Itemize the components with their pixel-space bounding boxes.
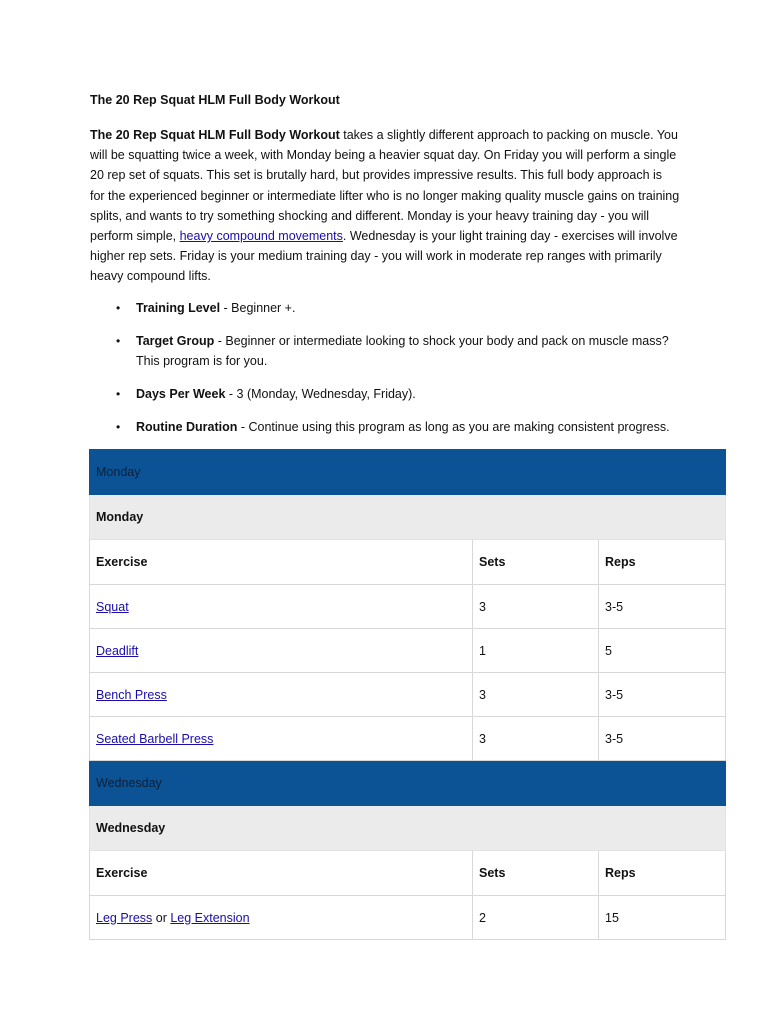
sets-column-header: Sets	[473, 540, 599, 585]
table-row	[90, 629, 726, 673]
detail-label: Training Level	[136, 301, 221, 315]
monday-subheader: Monday	[90, 495, 726, 540]
monday-header-row	[90, 450, 726, 495]
list-item	[90, 298, 690, 318]
bullet-icon: •	[116, 387, 121, 401]
wednesday-header-row	[90, 761, 726, 806]
exercise-link-deadlift[interactable]: Deadlift	[96, 643, 139, 658]
monday-column-header-row	[90, 540, 726, 585]
reps-cell: 3-5	[599, 717, 726, 761]
workout-table	[89, 449, 726, 940]
table-row	[90, 585, 726, 629]
exercise-cell	[90, 717, 473, 761]
table-row	[90, 896, 726, 940]
monday-header: Monday	[90, 450, 726, 495]
wednesday-subheader-row	[90, 806, 726, 851]
reps-cell: 15	[599, 896, 726, 940]
bullet-icon: •	[116, 334, 121, 348]
exercise-link-seated-barbell-press[interactable]: Seated Barbell Press	[96, 731, 214, 746]
exercise-link-squat[interactable]: Squat	[96, 599, 129, 614]
workout-tables	[89, 449, 725, 940]
exercise-cell	[90, 896, 473, 940]
detail-label: Routine Duration	[136, 420, 238, 434]
intro-text-1: takes a slightly different approach to packing on muscle. You will be squatting twice a week, with Monday being a heavier squat day. On Friday you will perform a single 20 rep set of squats. This set is brutally hard, but provides impressive results. This full body approach is for the experienced beginner or intermediate lifter who is no longer making quality muscle gains on training splits, and wants to try something shocking and different. Monday is your heavy training day - you will perform simple,	[90, 128, 680, 244]
detail-label: Days Per Week	[136, 387, 226, 401]
table-row	[90, 673, 726, 717]
reps-cell: 5	[599, 629, 726, 673]
wednesday-column-header-row	[90, 851, 726, 896]
exercise-column-header: Exercise	[90, 540, 473, 585]
exercise-link-bench-press[interactable]: Bench Press	[96, 687, 167, 702]
list-item	[90, 384, 690, 404]
intro-text-2: . Wednesday is your light training day - exercises will involve higher rep sets. Friday is your medium training day - you will work in moderate rep ranges with primarily heavy compound lifts.	[90, 229, 678, 284]
exercise-joiner: or	[152, 910, 171, 925]
detail-label: Target Group	[136, 334, 215, 348]
intro-bold-lead: The 20 Rep Squat HLM Full Body Workout	[90, 128, 340, 142]
reps-column-header: Reps	[599, 540, 726, 585]
bullet-icon: •	[116, 420, 121, 434]
sets-cell: 1	[473, 629, 599, 673]
intro-paragraph	[90, 125, 680, 287]
detail-text: - Continue using this program as long as you are making consistent progress.	[237, 420, 670, 434]
detail-text: - 3 (Monday, Wednesday, Friday).	[225, 387, 416, 401]
exercise-cell	[90, 629, 473, 673]
detail-text: - Beginner +.	[220, 301, 296, 315]
monday-subheader-row	[90, 495, 726, 540]
exercise-column-header: Exercise	[90, 851, 473, 896]
sets-column-header: Sets	[473, 851, 599, 896]
sets-cell: 3	[473, 673, 599, 717]
sets-cell: 2	[473, 896, 599, 940]
program-details-list	[90, 298, 690, 450]
exercise-cell	[90, 585, 473, 629]
list-item	[90, 331, 690, 371]
wednesday-header: Wednesday	[90, 761, 726, 806]
reps-cell: 3-5	[599, 585, 726, 629]
exercise-link-leg-press[interactable]: Leg Press	[96, 910, 153, 925]
wednesday-subheader: Wednesday	[90, 806, 726, 851]
table-row	[90, 717, 726, 761]
sets-cell: 3	[473, 585, 599, 629]
page-title: The 20 Rep Squat HLM Full Body Workout	[90, 93, 340, 107]
bullet-icon: •	[116, 301, 121, 315]
detail-text: - Beginner or intermediate looking to shock your body and pack on muscle mass? This program is for you.	[136, 334, 669, 368]
reps-column-header: Reps	[599, 851, 726, 896]
sets-cell: 3	[473, 717, 599, 761]
reps-cell: 3-5	[599, 673, 726, 717]
exercise-cell	[90, 673, 473, 717]
heavy-compound-link[interactable]: heavy compound movements	[179, 229, 343, 244]
exercise-link-leg-extension[interactable]: Leg Extension	[170, 910, 250, 925]
list-item	[90, 417, 690, 437]
